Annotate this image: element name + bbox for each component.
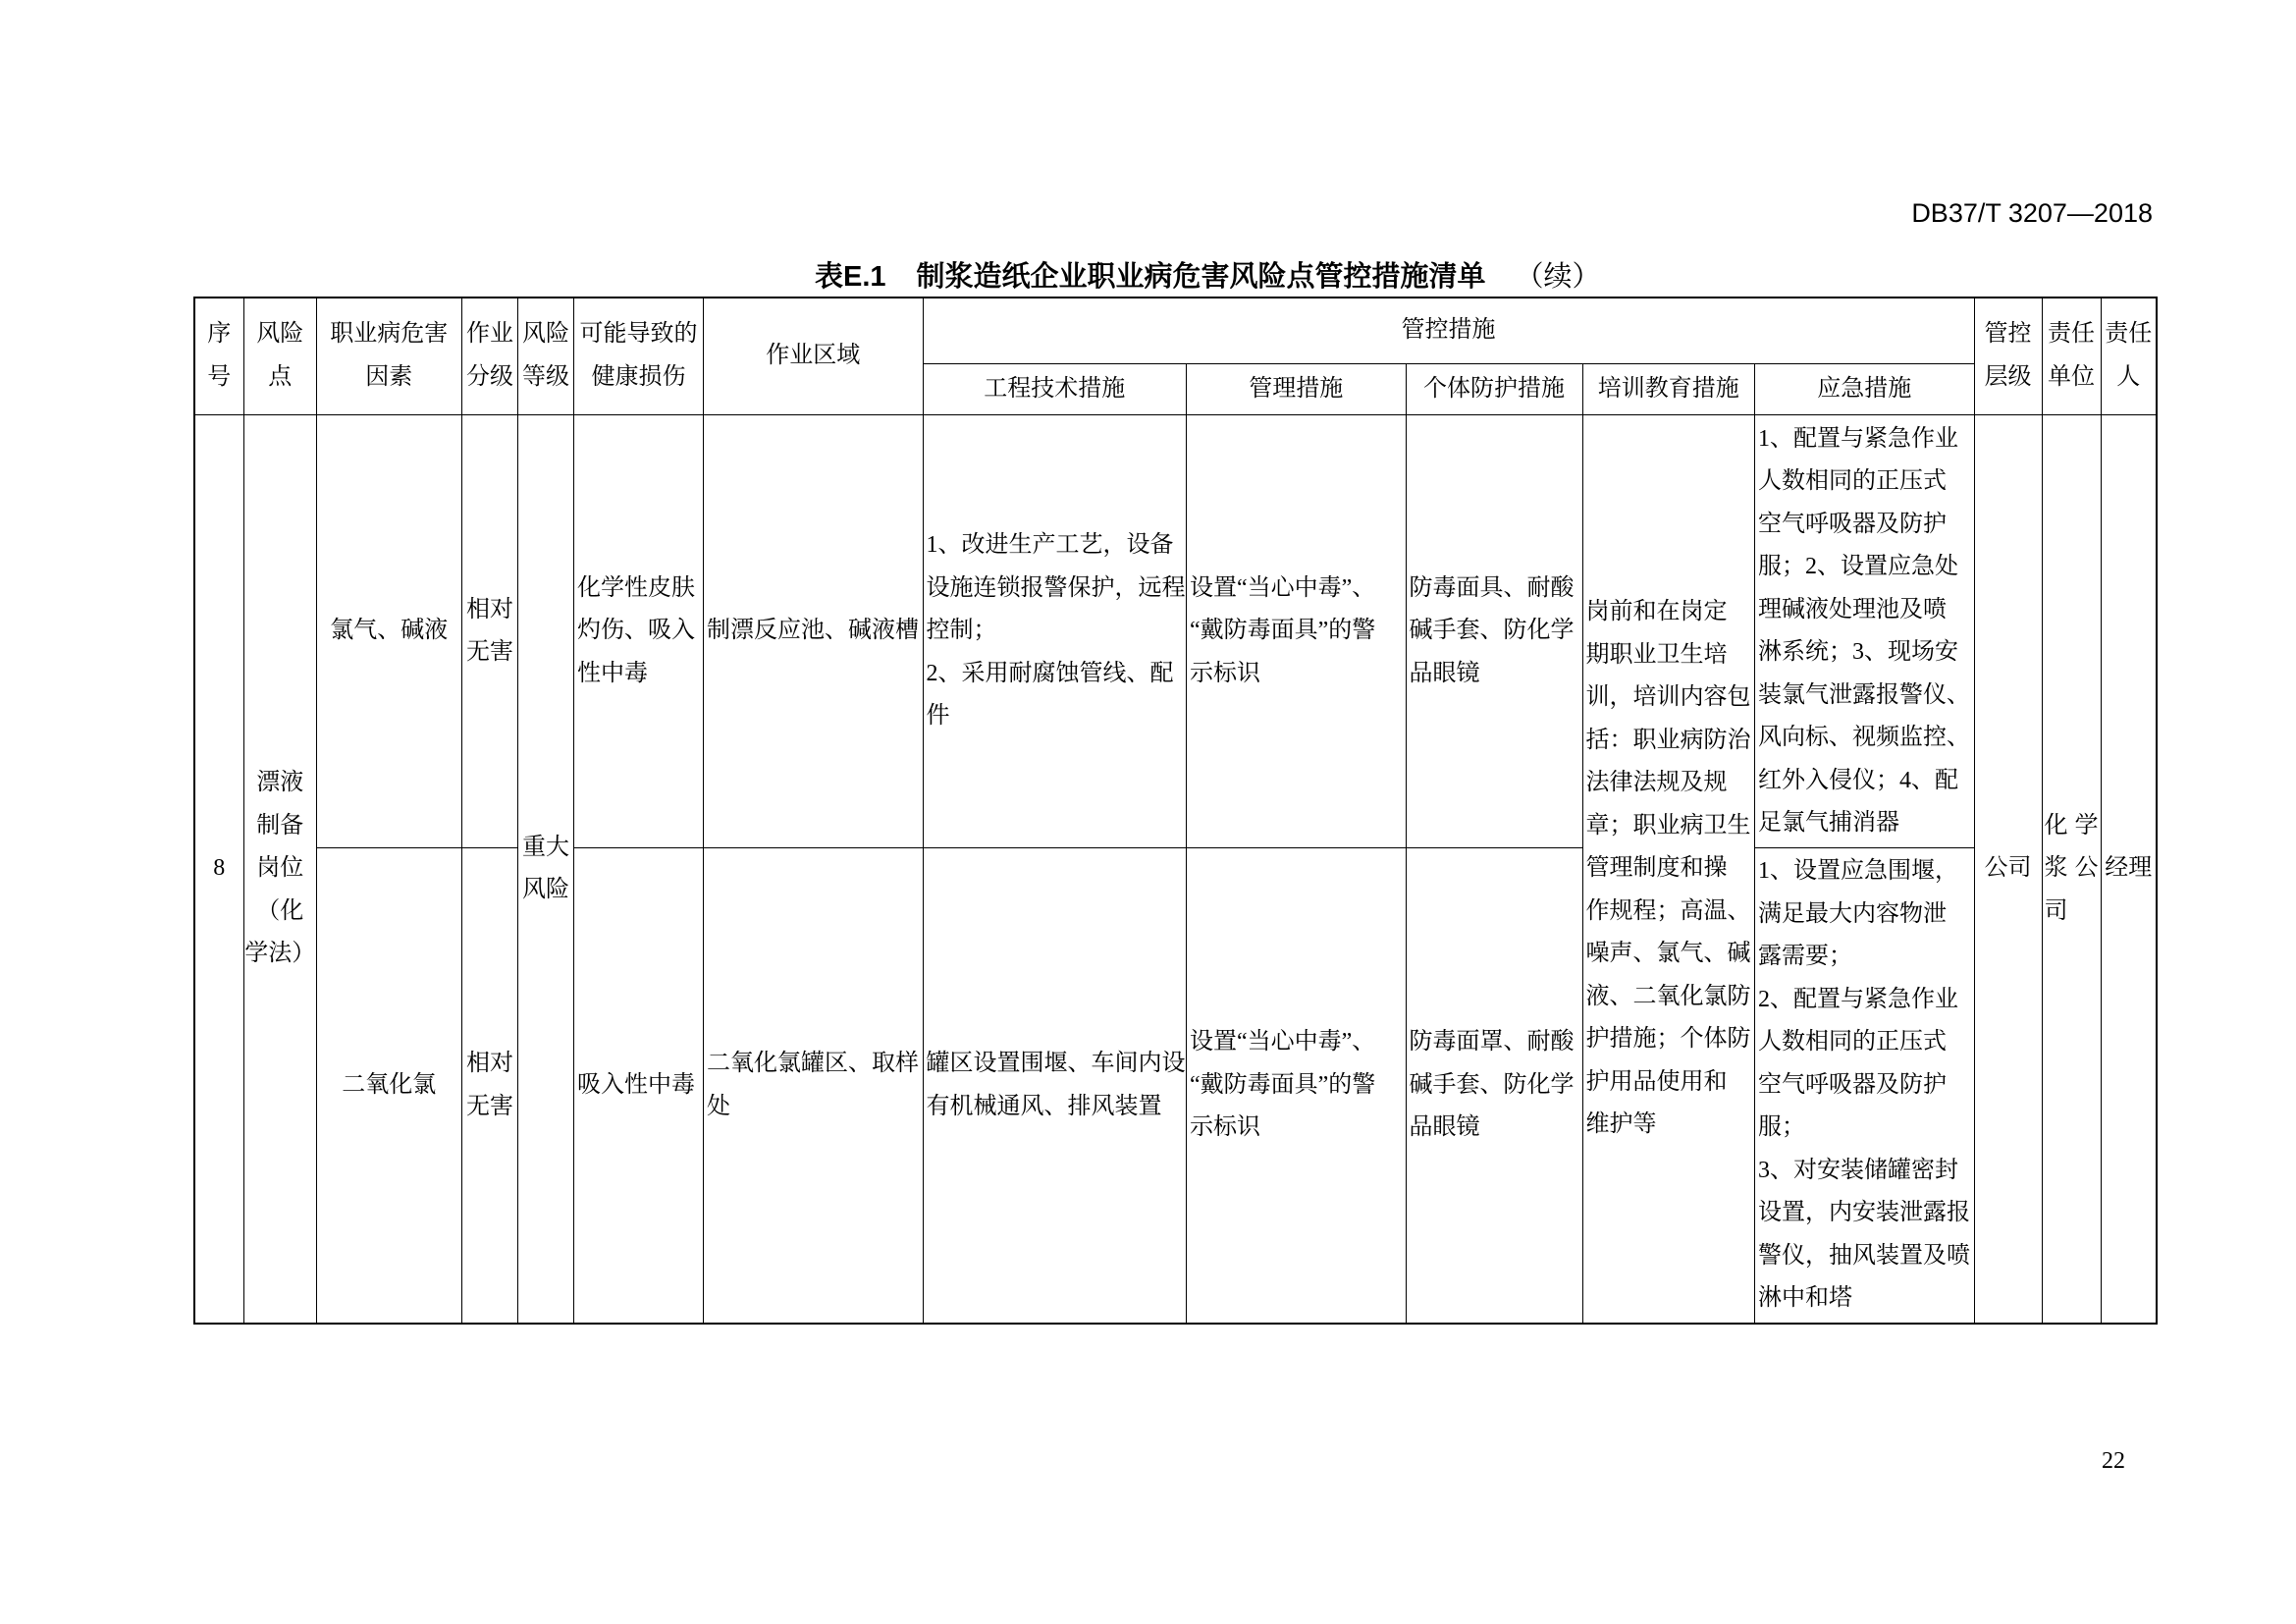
header-health-damage: 可能导致的 健康损伤 <box>574 298 704 415</box>
header-management-measures: 管理措施 <box>1187 363 1407 415</box>
header-training-measures: 培训教育措施 <box>1582 363 1755 415</box>
cell-control-level: 公司 <box>1974 415 2042 1325</box>
cell-management-measures: 设置“当心中毒”、 “戴防毒面具”的警 示标识 <box>1187 415 1407 848</box>
header-risk-point: 风险 点 <box>244 298 317 415</box>
table-header-row <box>194 298 2158 364</box>
cell-health-damage: 吸入性中毒 <box>574 848 704 1325</box>
header-seq: 序 号 <box>194 298 244 415</box>
header-control-level: 管控 层级 <box>1974 298 2042 415</box>
cell-ppe-measures: 防毒面具、耐酸 碱手套、防化学 品眼镜 <box>1406 415 1582 848</box>
header-hazard-factor: 职业病危害 因素 <box>316 298 462 415</box>
cell-risk-level: 重大 风险 <box>518 415 574 1325</box>
cell-work-grade: 相对 无害 <box>462 848 518 1325</box>
cell-engineering-measures: 罐区设置围堰、车间内设 有机械通风、排风装置 <box>923 848 1187 1325</box>
header-engineering-measures: 工程技术措施 <box>923 363 1187 415</box>
header-control-measures: 管控措施 <box>923 298 1974 364</box>
header-responsible-unit: 责任 单位 <box>2042 298 2101 415</box>
header-emergency-measures: 应急措施 <box>1755 363 1975 415</box>
cell-seq: 8 <box>194 415 244 1325</box>
table-row <box>194 848 2158 1325</box>
header-responsible-person: 责任 人 <box>2101 298 2157 415</box>
cell-responsible-person: 经理 <box>2101 415 2157 1325</box>
cell-work-grade: 相对 无害 <box>462 415 518 848</box>
table-title-text: 制浆造纸企业职业病危害风险点管控措施清单 <box>916 261 1486 293</box>
cell-ppe-measures: 防毒面罩、耐酸 碱手套、防化学 品眼镜 <box>1406 848 1582 1325</box>
table-title <box>815 259 1601 295</box>
cell-responsible-unit: 化学 浆公 司 <box>2042 415 2101 1325</box>
header-work-grade: 作业 分级 <box>462 298 518 415</box>
table-continued-mark: （续） <box>1515 261 1601 293</box>
document-code: DB37/T 3207—2018 <box>1911 198 2153 228</box>
cell-work-area: 制漂反应池、碱液槽 <box>704 415 924 848</box>
cell-hazard-factor: 二氧化氯 <box>316 848 462 1325</box>
table-row <box>194 415 2158 848</box>
table-number: 表E.1 <box>815 261 886 293</box>
cell-management-measures: 设置“当心中毒”、 “戴防毒面具”的警 示标识 <box>1187 848 1407 1325</box>
header-risk-level: 风险 等级 <box>518 298 574 415</box>
cell-hazard-factor: 氯气、碱液 <box>316 415 462 848</box>
header-work-area: 作业区域 <box>704 298 924 415</box>
cell-engineering-measures: 1、改进生产工艺，设备 设施连锁报警保护，远程 控制； 2、采用耐腐蚀管线、配 件 <box>923 415 1187 848</box>
cell-risk-point: 漂液 制备 岗位 （化 学法） <box>244 415 317 1325</box>
risk-control-table <box>193 297 2159 1326</box>
page-number: 22 <box>2102 1448 2125 1474</box>
cell-health-damage: 化学性皮肤 灼伤、吸入 性中毒 <box>574 415 704 848</box>
header-ppe-measures: 个体防护措施 <box>1406 363 1582 415</box>
cell-training-measures: 岗前和在岗定 期职业卫生培 训，培训内容包 括：职业病防治 法律法规及规 章；职业病卫生 管理制度和操 作规程；高温、 噪声、氯气、碱 液、二氧化氯防 护措施；个体防 护用品使用和 维护等 <box>1582 415 1755 1325</box>
cell-emergency-measures: 1、配置与紧急作业 人数相同的正压式 空气呼吸器及防护 服；2、设置应急处 理碱液处理池及喷 淋系统；3、现场安 装氯气泄露报警仪、 风向标、视频监控、 红外入侵仪；4、配 足氯气捕消器 <box>1755 415 1975 848</box>
cell-emergency-measures: 1、设置应急围堰， 满足最大内容物泄 露需要； 2、配置与紧急作业 人数相同的正压式 空气呼吸器及防护 服； 3、对安装储罐密封 设置，内安装泄露报 警仪，抽风装置及喷 淋中和塔 <box>1755 848 1975 1325</box>
cell-work-area: 二氧化氯罐区、取样 处 <box>704 848 924 1325</box>
